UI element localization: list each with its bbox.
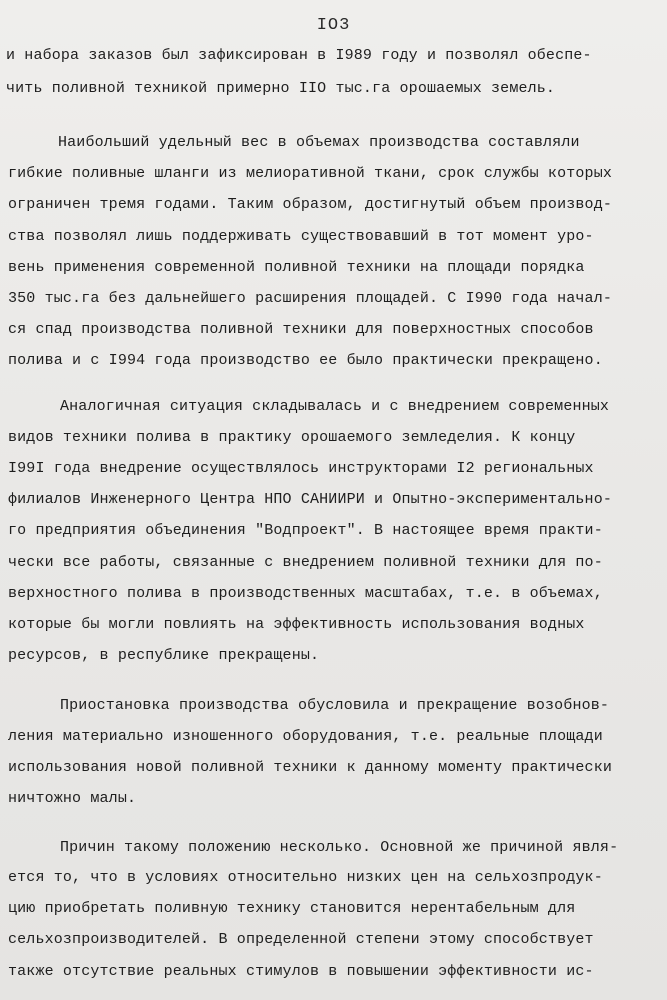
- text-line: Наибольший удельный вес в объемах производства составляли: [58, 134, 580, 151]
- text-line: вень применения современной поливной техники на площади порядка: [8, 259, 585, 276]
- text-line: ся спад производства поливной техники для поверхностных способов: [8, 321, 594, 338]
- text-line: чески все работы, связанные с внедрением поливной техники для по-: [8, 554, 603, 571]
- text-line: 350 тыс.га без дальнейшего расширения площадей. С I990 года начал-: [8, 290, 612, 307]
- text-line: Приостановка производства обусловила и прекращение возобнов-: [60, 697, 610, 714]
- text-line: Аналогичная ситуация складывалась и с внедрением современных: [60, 398, 610, 415]
- text-line: ства позволял лишь поддерживать существовавший в тот момент уро-: [8, 228, 594, 245]
- text-line: также отсутствие реальных стимулов в повышении эффективности ис-: [8, 963, 594, 980]
- page-number: IO3: [316, 16, 351, 35]
- text-line: гибкие поливные шланги из мелиоративной ткани, срок службы которых: [8, 165, 612, 182]
- text-line: использования новой поливной техники к данному моменту практически: [8, 759, 612, 776]
- text-line: и набора заказов был зафиксирован в I989 году и позволял обеспе-: [6, 47, 592, 64]
- text-line: I99I года внедрение осуществлялось инструкторами I2 региональных: [8, 460, 594, 477]
- text-line: верхностного полива в производственных масштабах, т.е. в объемах,: [8, 585, 603, 602]
- text-line: ресурсов, в республике прекращены.: [8, 647, 320, 664]
- text-line: го предприятия объединения "Водпроект". В настоящее время практи-: [8, 522, 603, 539]
- text-line: ничтожно малы.: [8, 790, 137, 807]
- text-line: ется то, что в условиях относительно низких цен на сельхозпродук-: [8, 869, 603, 886]
- text-line: ограничен тремя годами. Таким образом, достигнутый объем производ-: [8, 196, 612, 213]
- text-line: видов техники полива в практику орошаемого земледелия. К концу: [8, 429, 576, 446]
- text-line: филиалов Инженерного Центра НПО САНИИРИ и Опытно-экспериментально-: [8, 491, 612, 508]
- text-line: полива и с I994 года производство ее было практически прекращено.: [8, 352, 603, 369]
- text-line: ления материально изношенного оборудования, т.е. реальные площади: [8, 728, 603, 745]
- text-line: чить поливной техникой примерно IIO тыс.га орошаемых земель.: [6, 80, 556, 97]
- text-line: Причин такому положению несколько. Основной же причиной явля-: [60, 839, 619, 856]
- text-line: сельхозпроизводителей. В определенной степени этому способствует: [8, 931, 594, 948]
- text-line: цию приобретать поливную технику становится нерентабельным для: [8, 900, 576, 917]
- text-line: которые бы могли повлиять на эффективность использования водных: [8, 616, 585, 633]
